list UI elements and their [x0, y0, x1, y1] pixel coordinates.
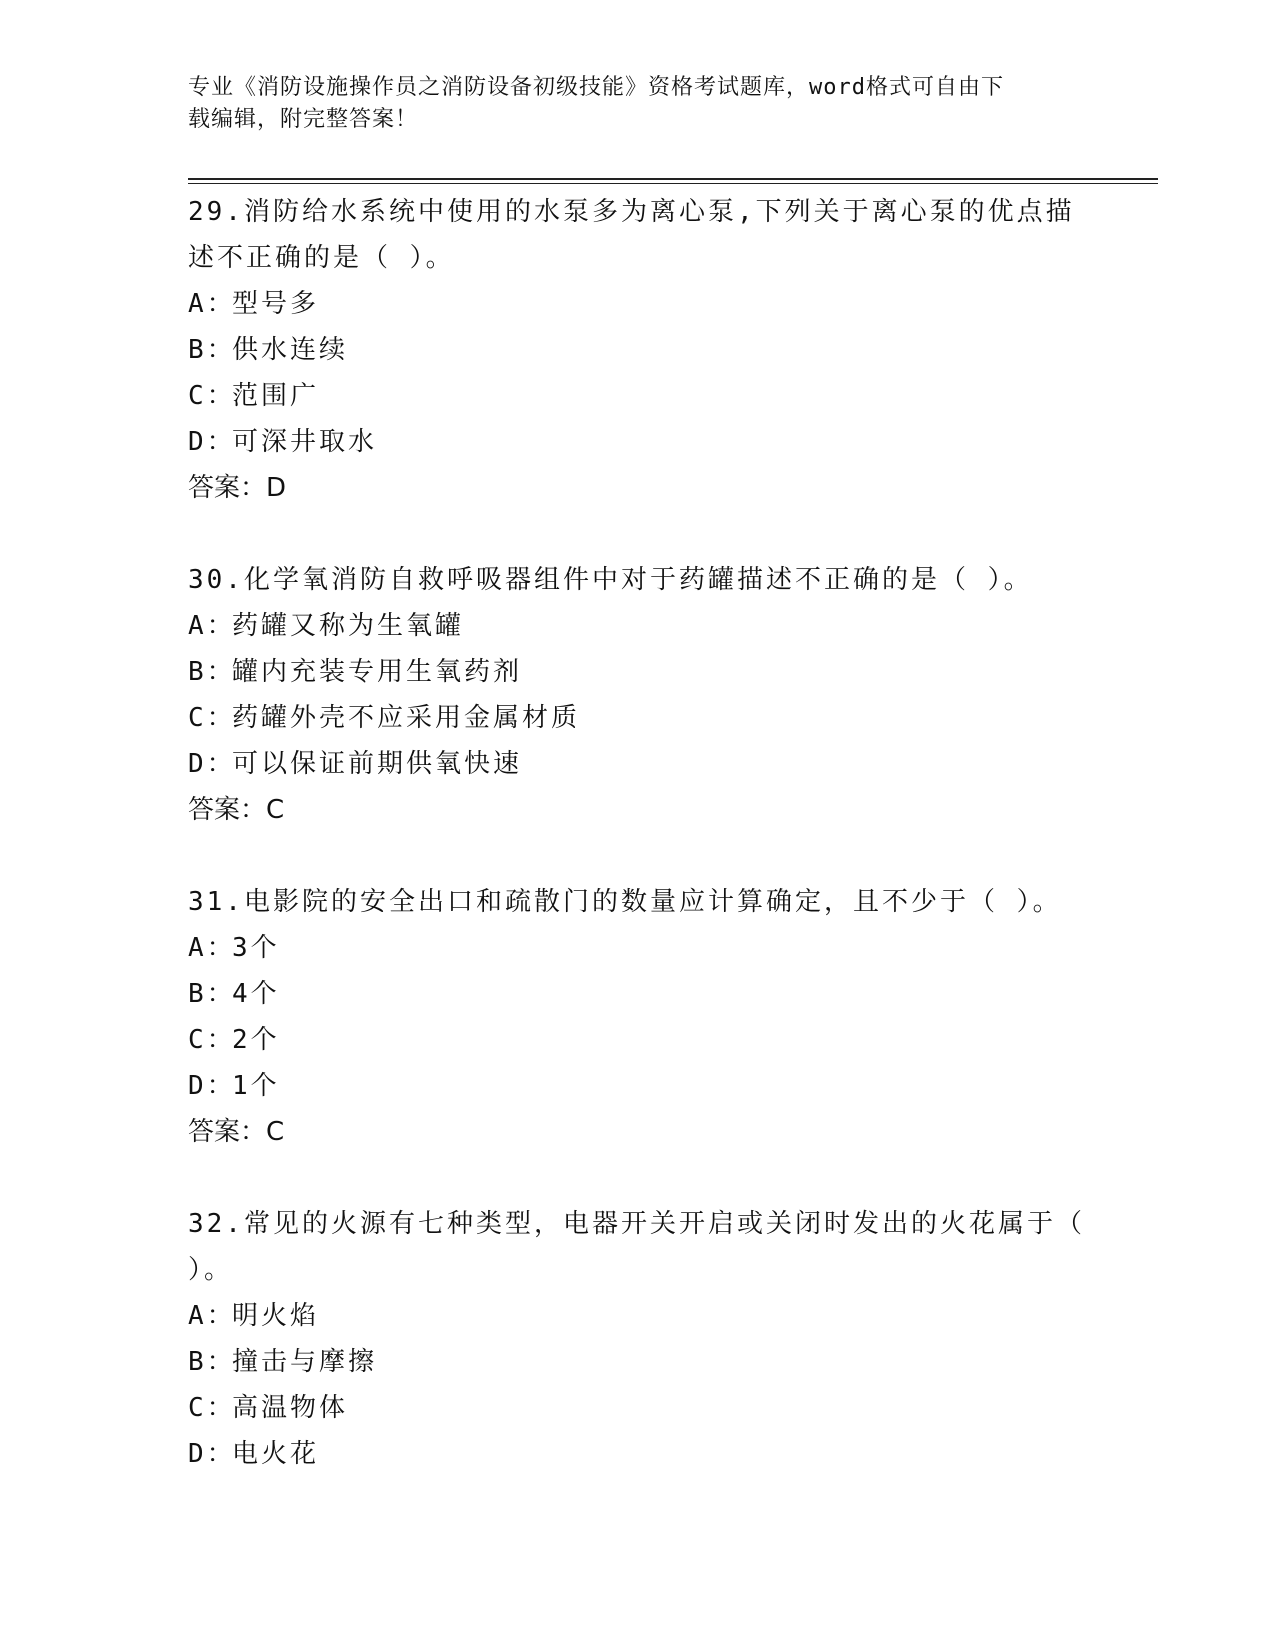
option-text: 明火焰 — [232, 1301, 320, 1331]
answer-line: 答案：C — [188, 795, 285, 825]
option-text: 供水连续 — [232, 335, 349, 365]
header-divider-thin — [188, 183, 1158, 184]
option-b — [188, 649, 1088, 695]
option-d — [188, 1063, 1088, 1109]
option-text: 罐内充装专用生氧药剂 — [232, 657, 523, 687]
option-a — [188, 925, 1088, 971]
question-stem-line-1: 32.常见的火源有七种类型，电器开关开启或关闭时发出的火花属于（ — [188, 1209, 1085, 1239]
question-29 — [188, 189, 1088, 511]
option-text: 1个 — [232, 1071, 280, 1101]
option-letter: C： — [188, 1393, 236, 1423]
question-stem-line-1: 30.化学氧消防自救呼吸器组件中对于药罐描述不正确的是（ ）。 — [188, 565, 1033, 595]
option-text: 3个 — [232, 933, 280, 963]
option-letter: A： — [188, 289, 236, 319]
option-letter: A： — [188, 1301, 236, 1331]
option-text: 电火花 — [232, 1439, 320, 1469]
question-30 — [188, 557, 1088, 833]
question-stem-line-2: 述不正确的是（ ）。 — [188, 243, 455, 273]
option-c — [188, 373, 1088, 419]
option-text: 药罐又称为生氧罐 — [232, 611, 465, 641]
question-32 — [188, 1201, 1088, 1477]
option-letter: D： — [188, 1071, 236, 1101]
answer-line: 答案：D — [188, 473, 287, 503]
option-a — [188, 603, 1088, 649]
question-list — [188, 189, 1088, 1523]
document-header — [188, 72, 1088, 136]
option-text: 型号多 — [232, 289, 320, 319]
header-divider-thick — [188, 178, 1158, 180]
option-b — [188, 971, 1088, 1017]
option-c — [188, 1017, 1088, 1063]
option-text: 可深井取水 — [232, 427, 378, 457]
option-text: 高温物体 — [232, 1393, 349, 1423]
option-letter: B： — [188, 657, 236, 687]
option-letter: B： — [188, 1347, 236, 1377]
option-letter: C： — [188, 703, 236, 733]
option-letter: A： — [188, 611, 236, 641]
header-line-2: 载编辑，附完整答案！ — [188, 107, 419, 132]
question-stem-line-1: 29.消防给水系统中使用的水泵多为离心泵,下列关于离心泵的优点描 — [188, 197, 1075, 227]
option-d — [188, 1431, 1088, 1477]
option-text: 撞击与摩擦 — [232, 1347, 378, 1377]
option-a — [188, 281, 1088, 327]
option-text: 范围广 — [232, 381, 320, 411]
option-letter: D： — [188, 1439, 236, 1469]
option-letter: D： — [188, 749, 236, 779]
option-text: 药罐外壳不应采用金属材质 — [232, 703, 581, 733]
option-d — [188, 741, 1088, 787]
option-letter: A： — [188, 933, 236, 963]
option-letter: D： — [188, 427, 236, 457]
question-31 — [188, 879, 1088, 1155]
option-b — [188, 327, 1088, 373]
answer-line: 答案：C — [188, 1117, 285, 1147]
question-stem-line-1: 31.电影院的安全出口和疏散门的数量应计算确定，且不少于（ ）。 — [188, 887, 1062, 917]
option-b — [188, 1339, 1088, 1385]
option-text: 2个 — [232, 1025, 280, 1055]
option-text: 可以保证前期供氧快速 — [232, 749, 523, 779]
question-stem-line-2: ）。 — [188, 1255, 234, 1285]
option-text: 4个 — [232, 979, 280, 1009]
option-d — [188, 419, 1088, 465]
option-c — [188, 695, 1088, 741]
header-line-1: 专业《消防设施操作员之消防设备初级技能》资格考试题库，word格式可自由下 — [188, 75, 1004, 100]
option-letter: C： — [188, 1025, 236, 1055]
option-letter: C： — [188, 381, 236, 411]
option-letter: B： — [188, 335, 236, 365]
option-a — [188, 1293, 1088, 1339]
option-letter: B： — [188, 979, 236, 1009]
option-c — [188, 1385, 1088, 1431]
